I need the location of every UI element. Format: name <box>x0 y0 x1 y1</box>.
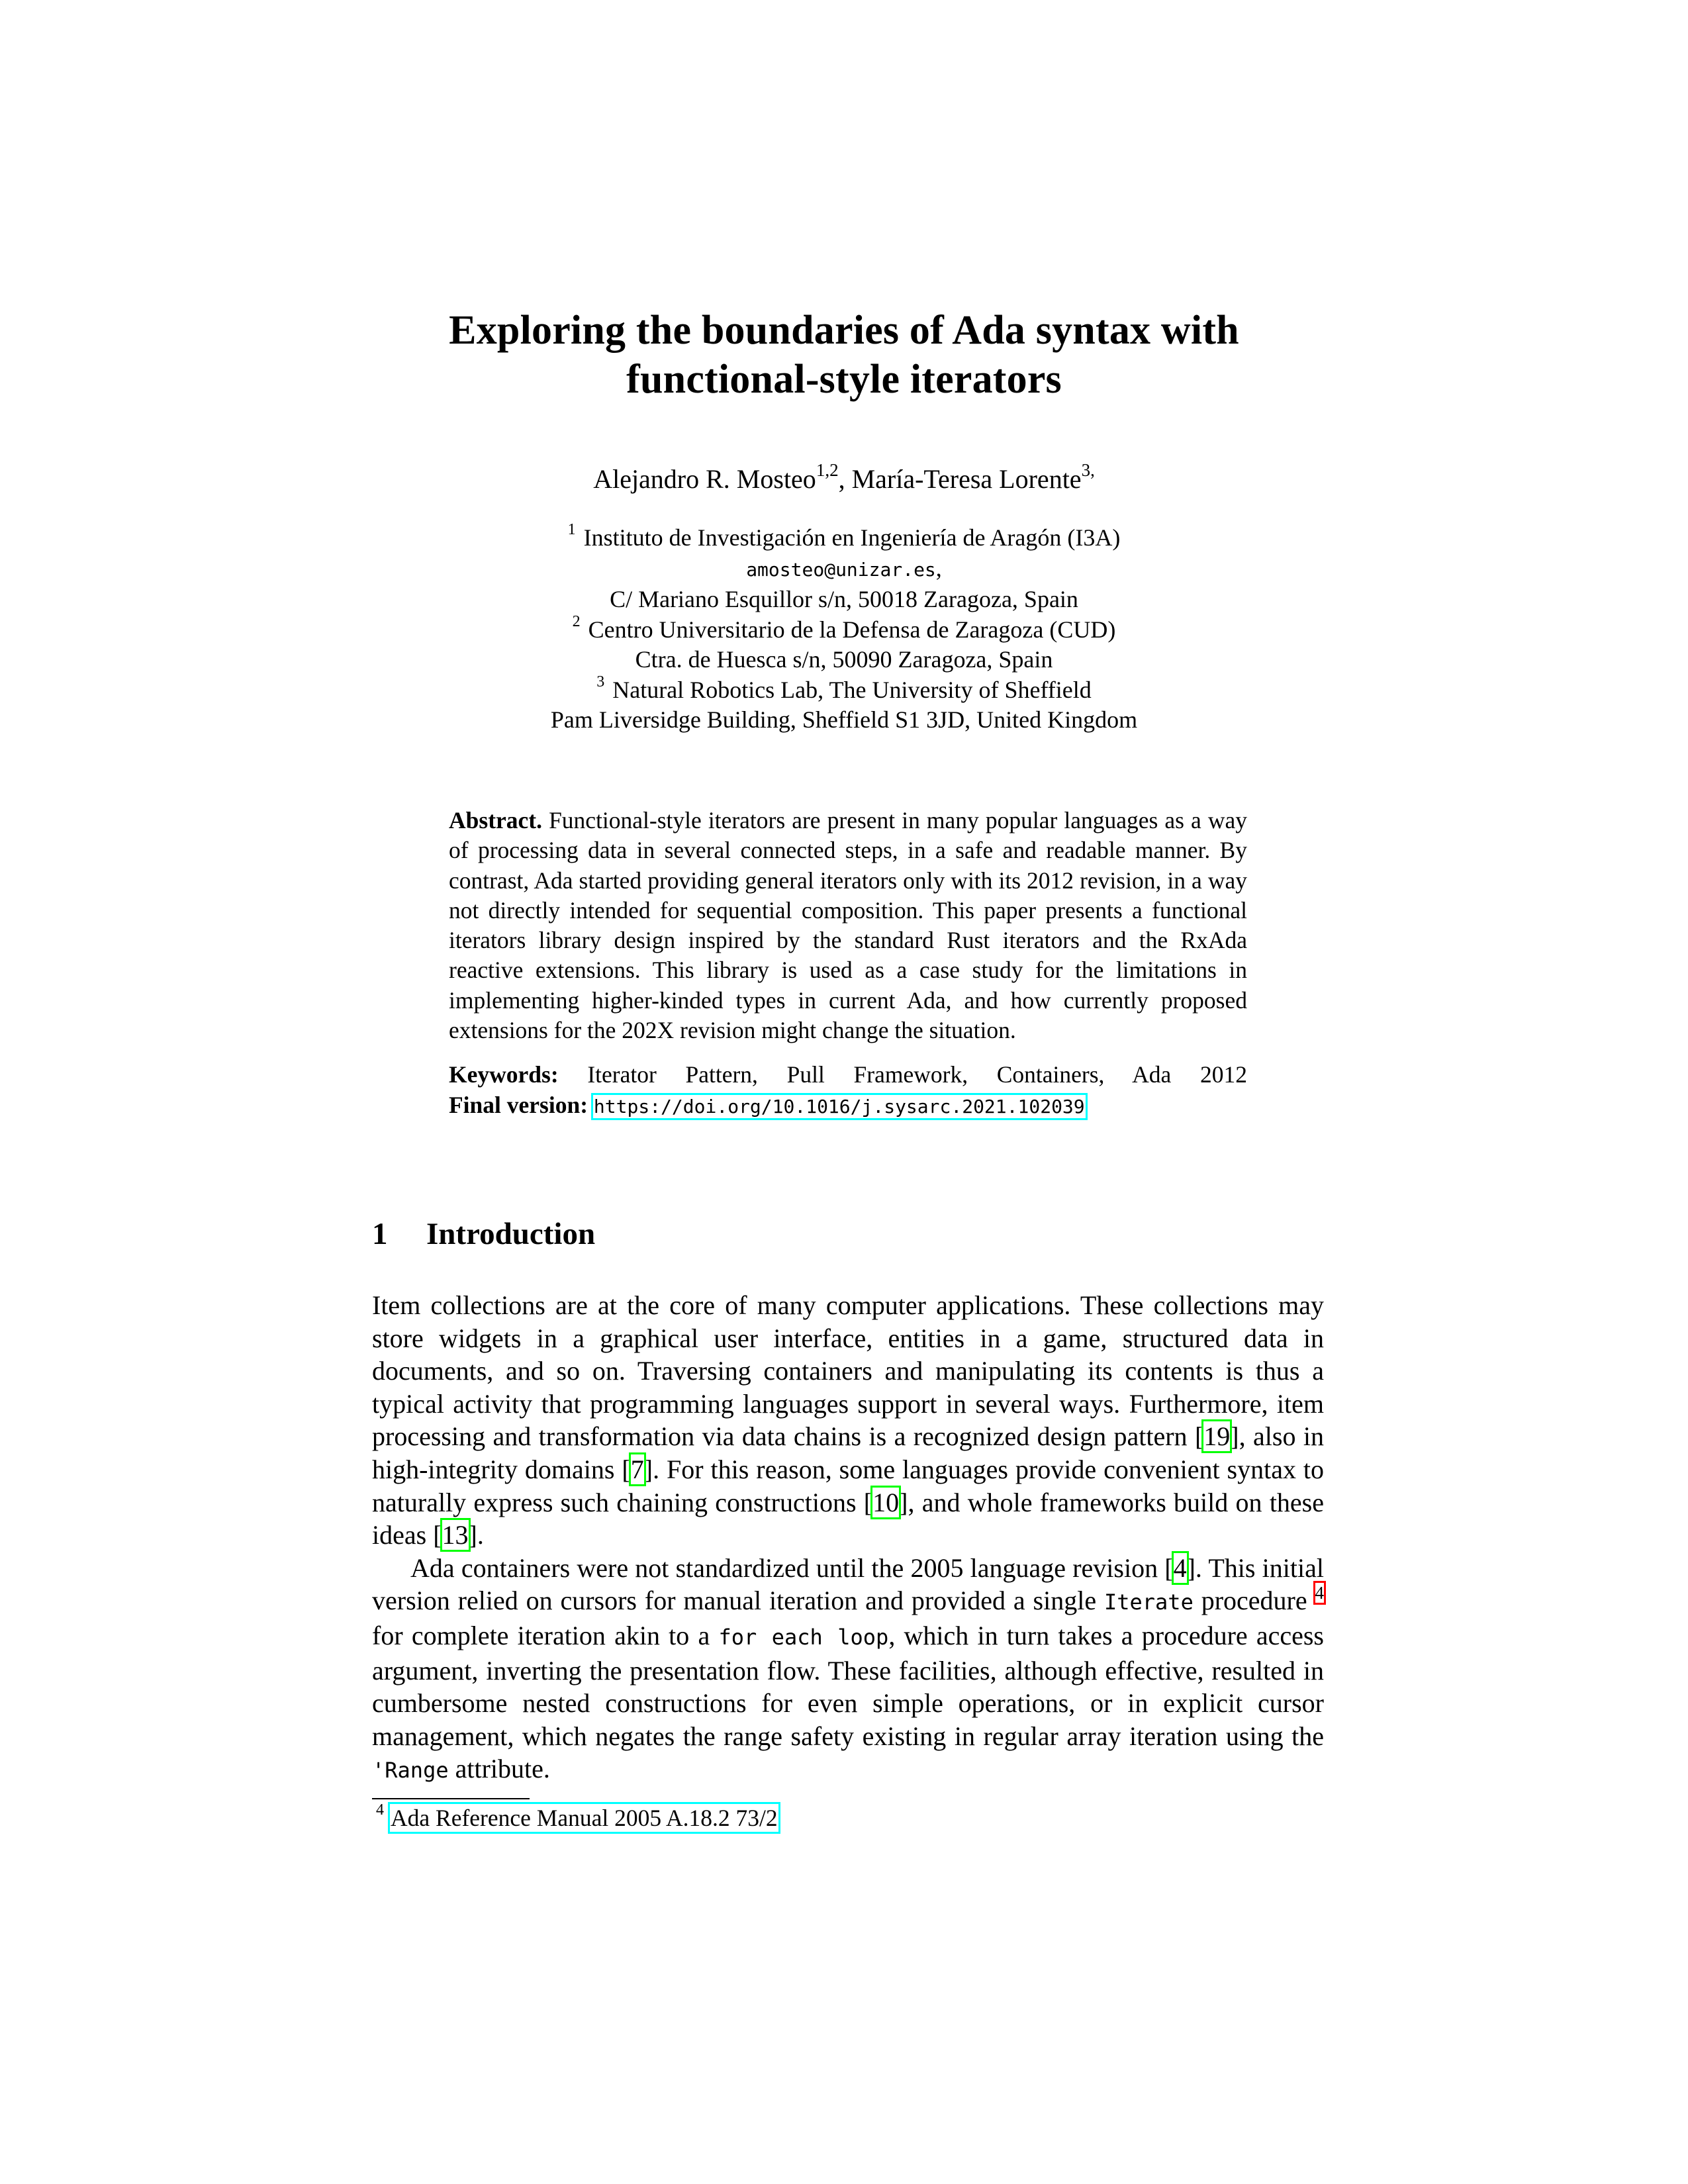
keywords-text: Iterator Pattern, Pull Framework, Containers, Ada 2012 <box>587 1061 1248 1088</box>
title-line-1: Exploring the boundaries of Ada syntax with <box>449 308 1239 353</box>
author-separator: , <box>838 464 852 494</box>
footnote-mark: 4 <box>376 1801 384 1819</box>
affiliation-line: C/ Mariano Esquillor s/n, 50018 Zaragoza, Spain <box>610 586 1078 612</box>
inline-code-for-each-loop: for each loop <box>718 1624 889 1650</box>
affiliation-line <box>0 523 1688 553</box>
body-text-run: attribute. <box>448 1754 550 1784</box>
body-text-run: procedure <box>1193 1586 1315 1616</box>
affiliation-line: Pam Liversidge Building, Sheffield S1 3JD, United Kingdom <box>550 706 1138 733</box>
author-name: María-Teresa Lorente <box>851 464 1082 494</box>
affiliation-line <box>0 675 1688 706</box>
body-text-run: , which in turn takes a procedure access argument, inverting the presentation flow. These facilities, although effective, resulted in cumbersome nested constructions for even simple operations, or in explicit cursor management, which negates the range safety existing in regular array iteration using the <box>372 1620 1324 1751</box>
affiliation-mark: 3 <box>596 673 605 690</box>
affiliation-mark: 2 <box>572 612 581 630</box>
affiliation-line <box>0 612 1688 645</box>
affiliation-text: Instituto de Investigación en Ingeniería de Aragón (I3A) <box>583 524 1121 551</box>
affiliation-line: Ctra. de Huesca s/n, 50090 Zaragoza, Spain <box>635 646 1053 673</box>
affiliation-text: Natural Robotics Lab, The University of Sheffield <box>612 676 1092 703</box>
affiliation-email-line <box>0 553 1688 585</box>
footnote <box>376 1803 778 1832</box>
body-text-run: ]. This initial version relied on cursors for manual iteration and provided a single <box>372 1552 1324 1616</box>
final-version-line <box>449 1090 1247 1121</box>
footnote-divider <box>372 1798 530 1799</box>
title-line-2: functional-style iterators <box>626 357 1062 402</box>
inline-code-iterate: Iterate <box>1103 1590 1194 1615</box>
author-affiliation-mark: 3, <box>1081 459 1095 480</box>
author-email[interactable]: amosteo@unizar.es <box>746 558 936 581</box>
section-number: 1 <box>372 1217 388 1251</box>
body-text-run: Item collections are at the core of many computer applications. These collections may store widgets in a graphical user interface, entities in a game, structured data in documents, and so on. Traversing containers and manipulating its contents is thus a typical activity that programming languages support in several ways. Furthermore, item processing and transformation via data chains is a recognized design pattern [ <box>372 1290 1324 1452</box>
citation-link-19[interactable]: 19 <box>1203 1421 1231 1452</box>
author-list <box>0 459 1688 495</box>
body-paragraph-1 <box>372 1289 1324 1552</box>
abstract-block <box>449 806 1247 1121</box>
citation-link-7[interactable]: 7 <box>630 1454 644 1484</box>
body-paragraph-2 <box>372 1552 1324 1787</box>
footnote-marker-link[interactable]: 4 <box>1315 1583 1324 1603</box>
inline-code-range: 'Range <box>372 1758 449 1783</box>
footnote-link[interactable]: Ada Reference Manual 2005 A.18.2 73/2 <box>391 1805 778 1831</box>
body-text-run: ]. <box>468 1520 484 1550</box>
citation-link-10[interactable]: 10 <box>872 1487 900 1517</box>
body-text <box>372 1289 1324 1787</box>
email-suffix: , <box>935 554 942 581</box>
keywords-label: Keywords: <box>449 1061 559 1088</box>
paper-title <box>0 306 1688 404</box>
affiliation-text: Centro Universitario de la Defensa de Zaragoza (CUD) <box>588 616 1116 643</box>
abstract-text: Functional-style iterators are present in many popular languages as a way of processing data in several connected steps, in a safe and readable manner. By contrast, Ada started providing general iterators only with its 2012 revision, in a way not directly intended for sequential composition. This paper presents a functional iterators library design inspired by the standard Rust iterators and the RxAda reactive extensions. This library is used as a case study for the limitations in implementing higher-kinded types in current Ada, and how currently proposed extensions for the 202X revision might change the situation. <box>449 807 1248 1044</box>
author-affiliation-mark: 1,2 <box>816 459 839 480</box>
abstract-paragraph <box>449 806 1247 1045</box>
citation-link-13[interactable]: 13 <box>442 1520 469 1550</box>
body-text-run: ]. For this reason, some languages provide convenient syntax to naturally express such chaining constructions [ <box>372 1454 1325 1517</box>
final-version-label: Final version: <box>449 1091 588 1118</box>
citation-link-4[interactable]: 4 <box>1173 1552 1187 1583</box>
affiliation-mark: 1 <box>567 521 576 538</box>
doi-link[interactable]: https://doi.org/10.1016/j.sysarc.2021.102039 <box>593 1095 1085 1117</box>
body-text-run: for complete iteration akin to a <box>372 1620 719 1650</box>
section-title: Introduction <box>426 1217 596 1251</box>
author-name: Alejandro R. Mosteo <box>593 464 816 494</box>
abstract-label: Abstract. <box>449 807 542 833</box>
body-text-run: ], also in high-integrity domains [ <box>372 1421 1325 1484</box>
body-text-run: Ada containers were not standardized until the 2005 language revision [ <box>410 1552 1174 1583</box>
body-text-run: ], and whole frameworks build on these ideas [ <box>372 1487 1325 1550</box>
keywords-line <box>449 1060 1247 1090</box>
section-heading <box>372 1215 595 1253</box>
affiliation-block <box>0 523 1688 736</box>
